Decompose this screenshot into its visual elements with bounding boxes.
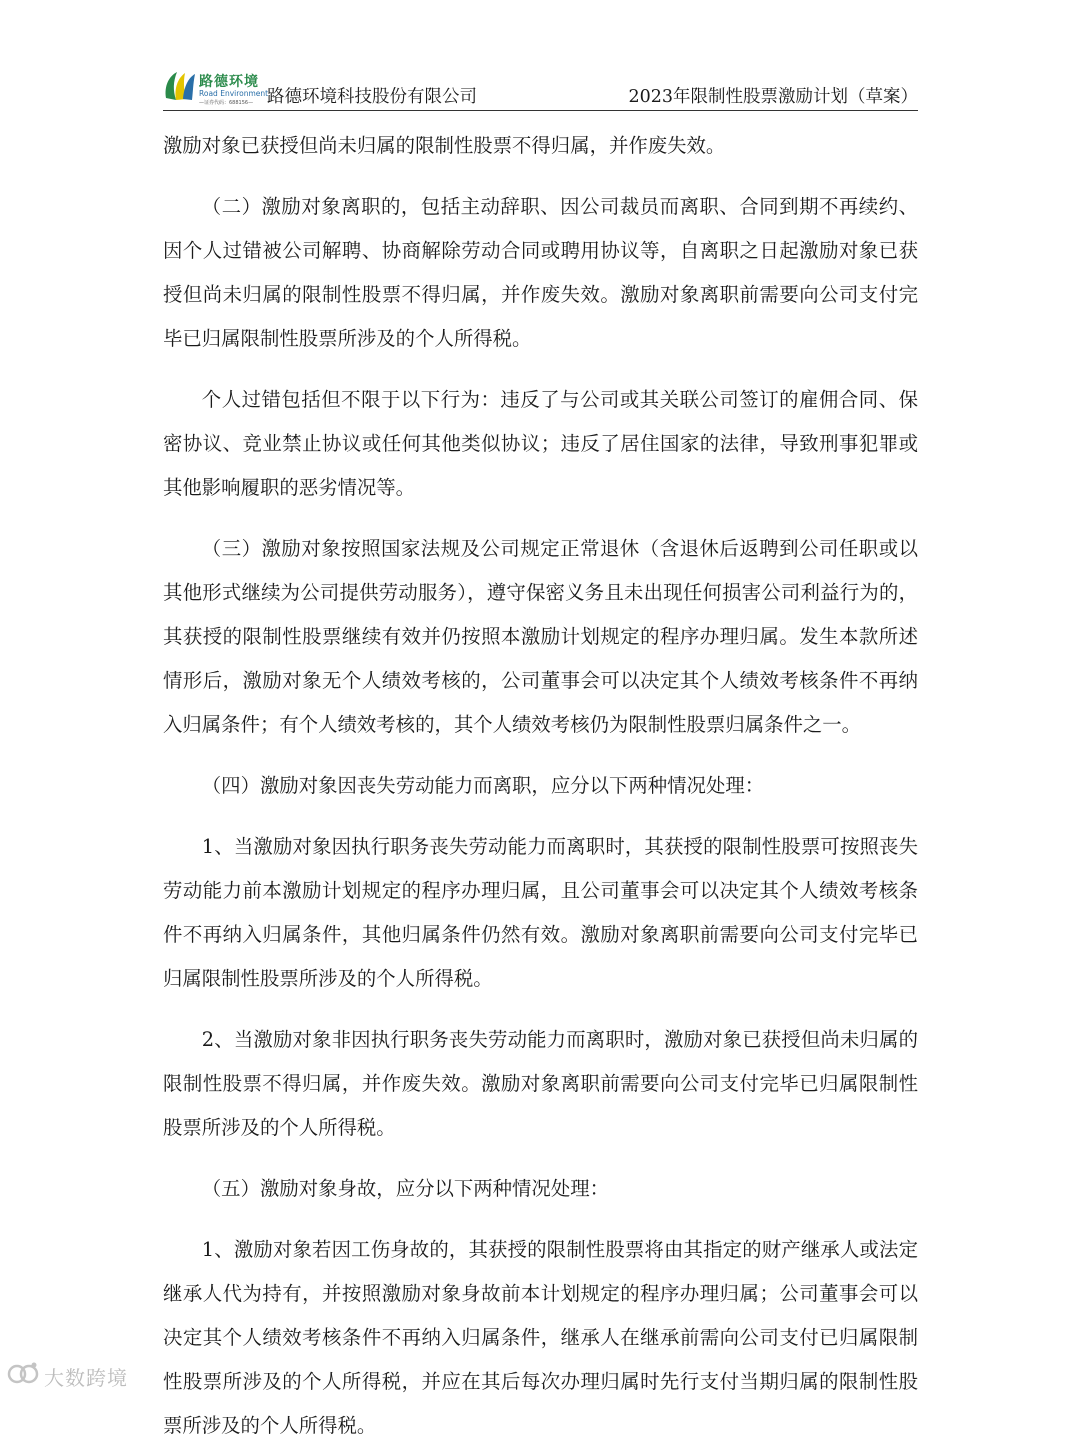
- watermark-text: 大数跨境: [44, 1366, 128, 1390]
- logo-name-cn: 路德环境: [199, 74, 259, 90]
- paragraph-7: 2、当激励对象非因执行职务丧失劳动能力而离职时，激励对象已获授但尚未归属的限制性股票不得归属，并作废失效。激励对象离职前需要向公司支付完毕已归属限制性股票所涉及的个人所得税。: [163, 1028, 918, 1139]
- page-header: [163, 64, 918, 110]
- company-logo: [163, 68, 273, 108]
- road-environment-logo-icon: [163, 68, 197, 104]
- paragraph-8: （五）激励对象身故，应分以下两种情况处理：: [201, 1177, 609, 1200]
- logo-name-en: Road Environment: [199, 89, 269, 98]
- paragraph-2: （二）激励对象离职的，包括主动辞职、因公司裁员而离职、合同到期不再续约、因个人过错被公司解聘、协商解除劳动合同或聘用协议等，自离职之日起激励对象已获授但尚未归属的限制性股票不得归属，并作废失效。激励对象离职前需要向公司支付完毕已归属限制性股票所涉及的个人所得税。: [163, 195, 918, 350]
- paragraph-3: 个人过错包括但不限于以下行为：违反了与公司或其关联公司签订的雇佣合同、保密协议、竞业禁止协议或任何其他类似协议；违反了居住国家的法律，导致刑事犯罪或其他影响履职的恶劣情况等。: [163, 388, 918, 499]
- paragraph-6: 1、当激励对象因执行职务丧失劳动能力而离职时，其获授的限制性股票可按照丧失劳动能力前本激励计划规定的程序办理归属，且公司董事会可以决定其个人绩效考核条件不再纳入归属条件，其他归属条件仍然有效。激励对象离职前需要向公司支付完毕已归属限制性股票所涉及的个人所得税。: [163, 835, 918, 990]
- paragraph-1: 激励对象已获授但尚未归属的限制性股票不得归属，并作废失效。: [163, 134, 726, 157]
- company-name: 路德环境科技股份有限公司: [267, 87, 477, 107]
- document-title: 2023年限制性股票激励计划（草案）: [628, 87, 918, 107]
- paragraph-5: （四）激励对象因丧失劳动能力而离职，应分以下两种情况处理：: [201, 774, 765, 797]
- paragraph-9: 1、激励对象若因工伤身故的，其获授的限制性股票将由其指定的财产继承人或法定继承人代为持有，并按照激励对象身故前本计划规定的程序办理归属；公司董事会可以决定其个人绩效考核条件不再纳入归属条件，继承人在继承前需向公司支付已归属限制性股票所涉及的个人所得税，并应在其后每次办理归属时先行支付当期归属的限制性股票所涉及的个人所得税。: [163, 1238, 918, 1437]
- header-rule: [163, 110, 918, 111]
- dashuju-logo-icon: [6, 1359, 40, 1389]
- logo-stock-code: —证券代码：688156—: [199, 100, 254, 106]
- paragraph-4: （三）激励对象按照国家法规及公司规定正常退休（含退休后返聘到公司任职或以其他形式继续为公司提供劳动服务），遵守保密义务且未出现任何损害公司利益行为的，其获授的限制性股票继续有效并仍按照本激励计划规定的程序办理归属。发生本款所述情形后，激励对象无个人绩效考核的，公司董事会可以决定其个人绩效考核条件不再纳入归属条件；有个人绩效考核的，其个人绩效考核仍为限制性股票归属条件之一。: [163, 537, 918, 736]
- document-body: [163, 124, 918, 1448]
